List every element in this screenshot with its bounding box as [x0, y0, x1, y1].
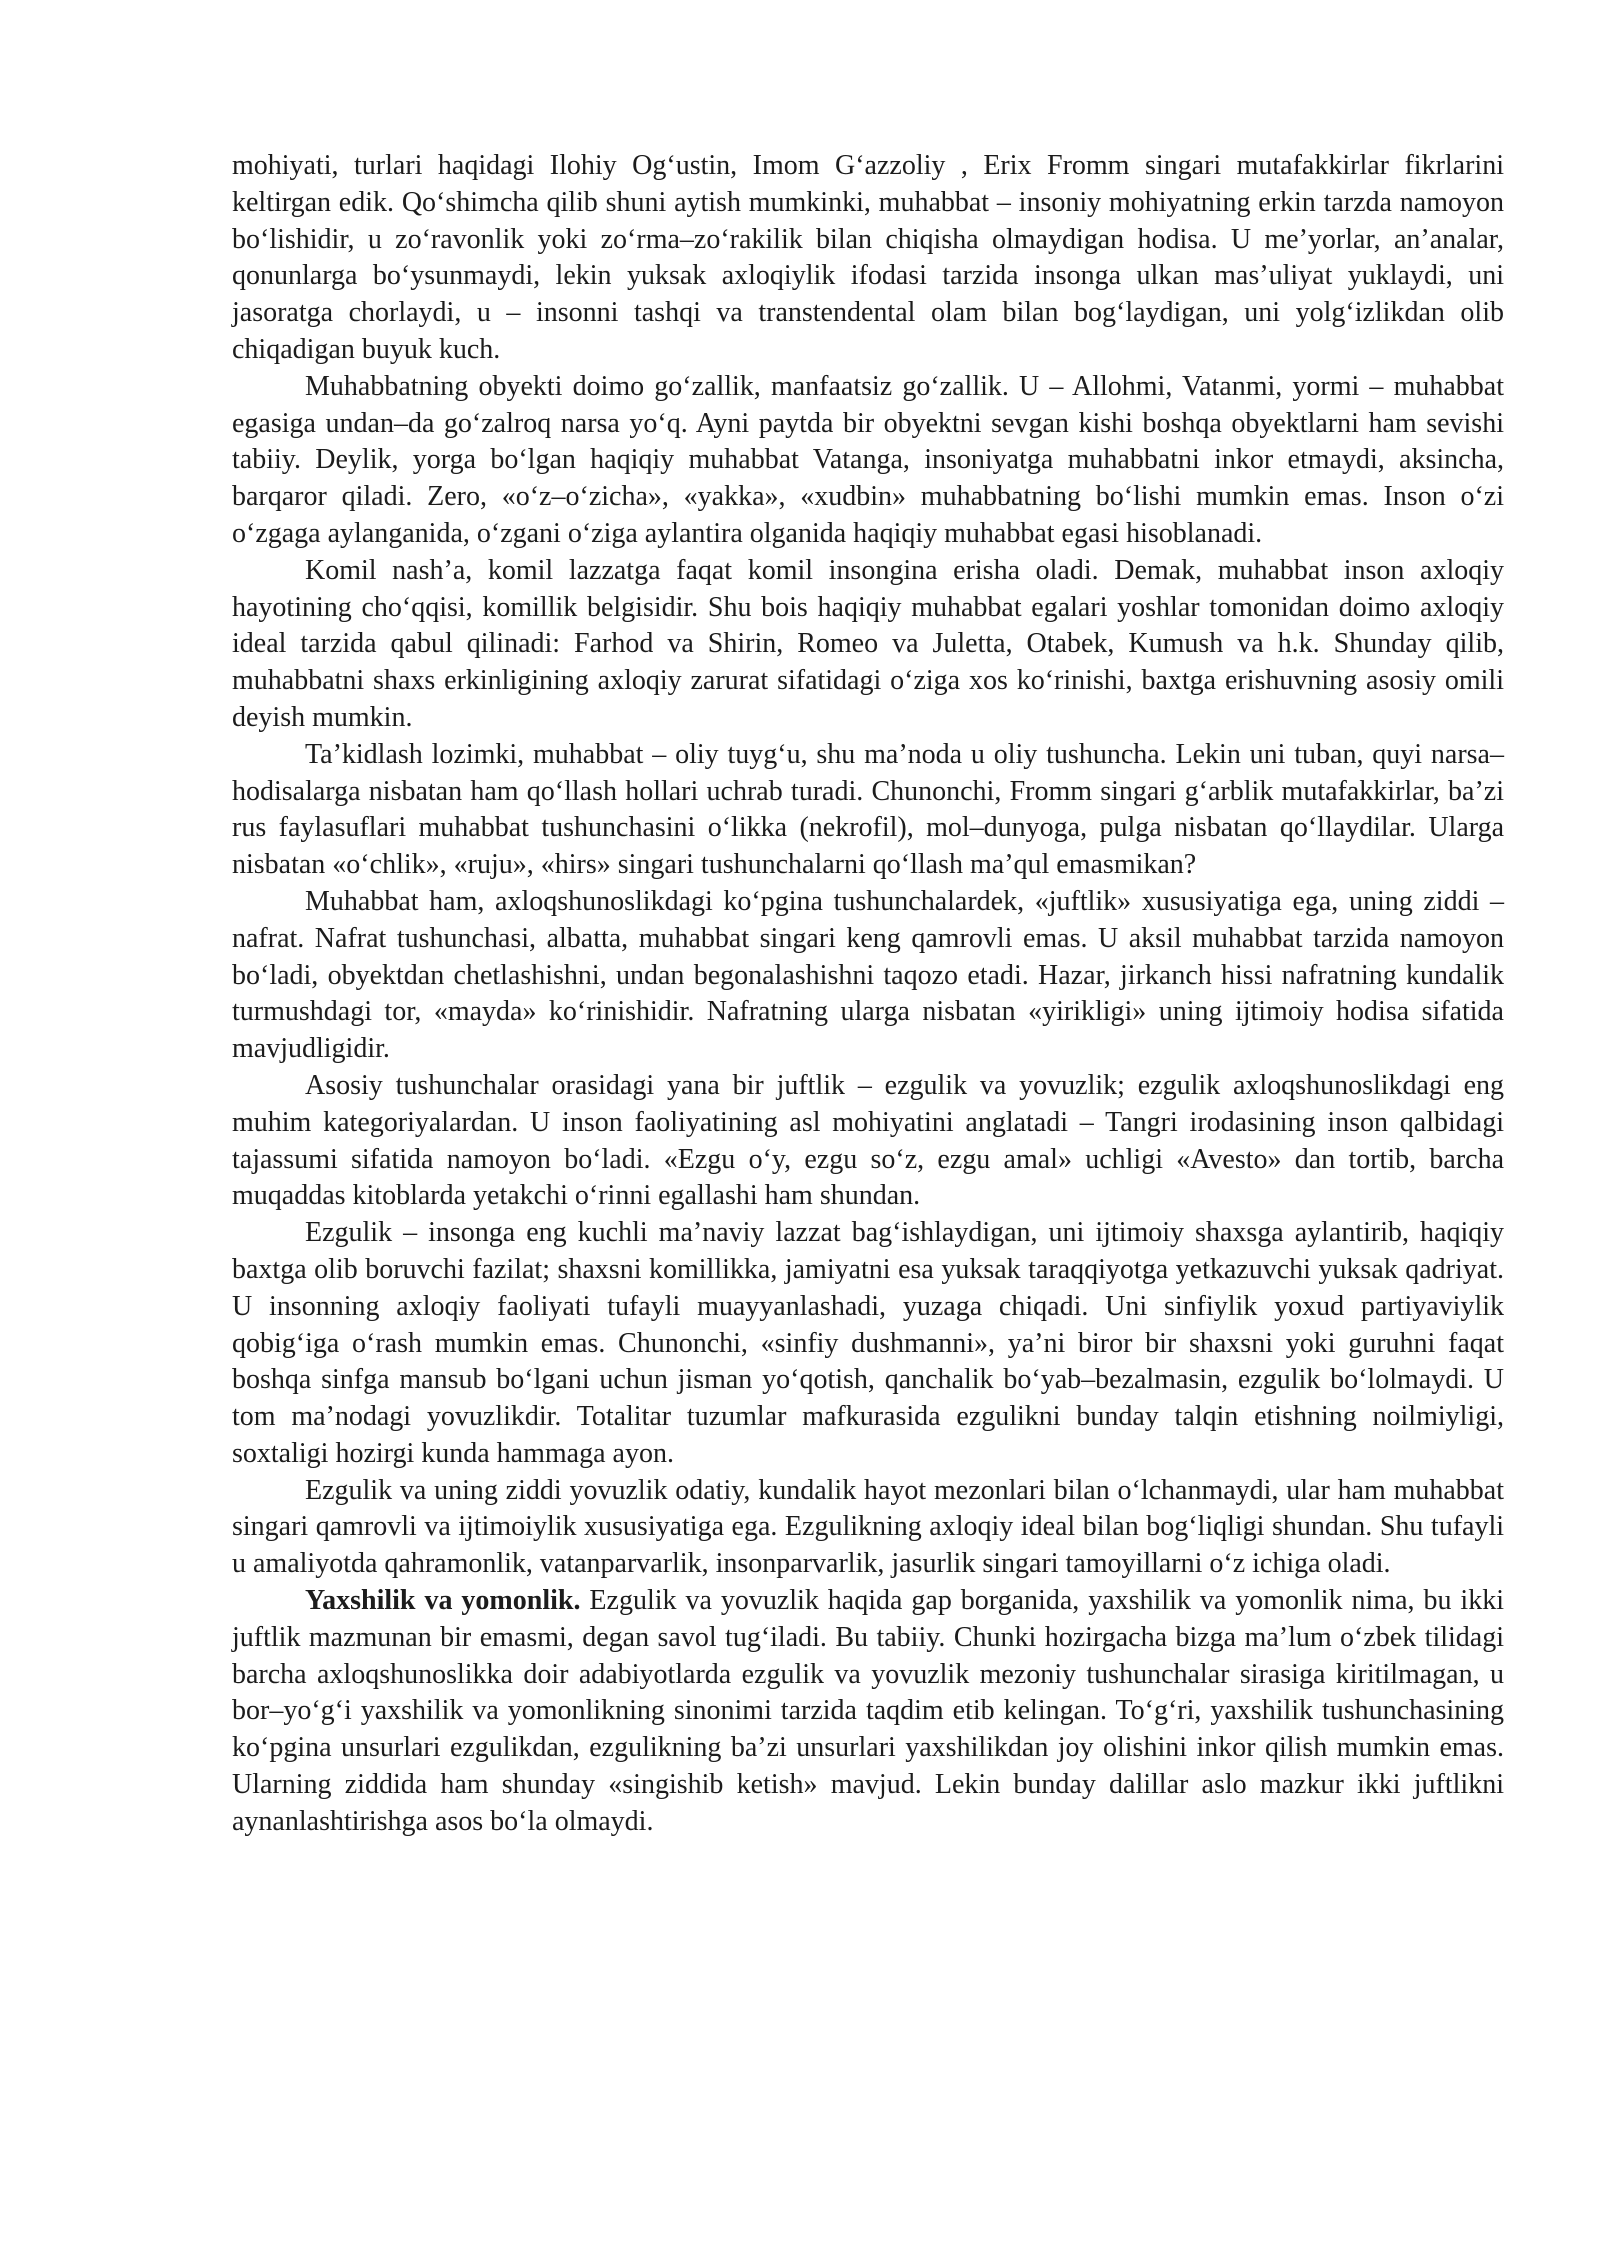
paragraph-4: Ta’kidlash lozimki, muhabbat – oliy tuyg‘u, shu ma’noda u oliy tushuncha. Lekin uni tuban, quyi narsa–hodisalarga nisbatan ham qo‘llash hollari uchrab turadi. Chunonchi, Fromm singari g‘arblik mutafakkirlar, ba’zi rus faylasuflari muhabbat tushunchasini o‘likka (nekrofil), mol–dunyoga, pulga nisbatan qo‘llaydilar. Ularga nisbatan «o‘chlik», «ruju», «hirs» singari tushunchalarni qo‘llash ma’qul emasmikan?: [232, 738, 1504, 881]
paragraph-9-text: Ezgulik va yovuzlik haqida gap borganida, yaxshilik va yomonlik nima, bu ikki juftlik mazmunan bir emasmi, degan savol tug‘iladi. Bu tabiiy. Chunki hozirgacha bizga ma’lum o‘zbek tilidagi barcha axloqshunoslikka doir adabiyotlarda ezgulik va yovuzlik mezoniy tushunchalar sirasiga kiritilmagan, u bor–yo‘g‘i yaxshilik va yomonlikning sinonimi tarzida taqdim etib kelingan. To‘g‘ri, yaxshilik tushunchasining ko‘pgina unsurlari ezgulikdan, ezgulikning ba’zi unsurlari yaxshilikdan joy olishini inkor qilish mumkin emas. Ularning ziddida ham shunday «singishib ketish» mavjud. Lekin bunday dalillar aslo mazkur ikki juftlikni aynanlashtirishga asos bo‘la olmaydi.: [232, 1585, 1504, 1837]
paragraph-1: mohiyati, turlari haqidagi Ilohiy Og‘ustin, Imom G‘azzoliy , Erix Fromm singari mutafakkirlar fikrlarini keltirgan edik. Qo‘shimcha qilib shuni aytish mumkinki, muhabbat – insoniy mohiyatning erkin tarzda namoyon bo‘lishidir, u zo‘ravonlik yoki zo‘rma–zo‘rakilik bilan chiqisha olmaydigan hodisa. U me’yorlar, an’analar, qonunlarga bo‘ysunmaydi, lekin yuksak axloqiylik ifodasi tarzida insonga ulkan mas’uliyat yuklaydi, uni jasoratga chorlaydi, u – insonni tashqi va transtendental olam bilan bog‘laydigan, uni yolg‘izlikdan olib chiqadigan buyuk kuch.: [232, 150, 1504, 365]
document-page: [232, 148, 1504, 1841]
paragraph-9: [232, 1583, 1504, 1841]
paragraph-3: Komil nash’a, komil lazzatga faqat komil insongina erisha oladi. Demak, muhabbat inson axloqiy hayotining cho‘qqisi, komillik belgisidir. Shu bois haqiqiy muhabbat egalari yoshlar tomonidan doimo axloqiy ideal tarzida qabul qilinadi: Farhod va Shirin, Romeo va Juletta, Otabek, Kumush va h.k. Shunday qilib, muhabbatni shaxs erkinligining axloqiy zarurat sifatidagi o‘ziga xos ko‘rinishi, baxtga erishuvning asosiy omili deyish mumkin.: [232, 554, 1504, 733]
paragraph-5: Muhabbat ham, axloqshunoslikdagi ko‘pgina tushunchalardek, «juftlik» xususiyatiga ega, uning ziddi – nafrat. Nafrat tushunchasi, albatta, muhabbat singari keng qamrovli emas. U aksil muhabbat tarzida namoyon bo‘ladi, obyektdan chetlashishni, undan begonalashishni taqozo etadi. Hazar, jirkanch hissi nafratning kundalik turmushdagi tor, «mayda» ko‘rinishidir. Nafratning ularga nisbatan «yirikligi» uning ijtimoiy hodisa sifatida mavjudligidir.: [232, 885, 1504, 1065]
section-heading: Yaxshilik va yomonlik.: [305, 1585, 581, 1617]
paragraph-2: Muhabbatning obyekti doimo go‘zallik, manfaatsiz go‘zallik. U – Allohmi, Vatanmi, yormi – muhabbat egasiga undan–da go‘zalroq narsa yo‘q. Ayni paytda bir obyektni sevgan kishi boshqa obyektlarni ham sevishi tabiiy. Deylik, yorga bo‘lgan haqiqiy muhabbat Vatanga, insoniyatga muhabbatni inkor etmaydi, aksincha, barqaror qiladi. Zero, «o‘z–o‘zicha», «yakka», «xudbin» muhabbatning bo‘lishi mumkin emas. Inson o‘zi o‘zgaga aylanganida, o‘zgani o‘ziga aylantira olganida haqiqiy muhabbat egasi hisoblanadi.: [232, 370, 1504, 549]
paragraph-6: Asosiy tushunchalar orasidagi yana bir juftlik – ezgulik va yovuzlik; ezgulik axloqshunoslikdagi eng muhim kategoriyalardan. U inson faoliyatining asl mohiyatini anglatadi – Tangri irodasining inson qalbidagi tajassumi sifatida namoyon bo‘ladi. «Ezgu o‘y, ezgu so‘z, ezgu amal» uchligi «Avesto» dan tortib, barcha muqaddas kitoblarda yetakchi o‘rinni egallashi ham shundan.: [232, 1069, 1504, 1212]
paragraph-7: Ezgulik – insonga eng kuchli ma’naviy lazzat bag‘ishlaydigan, uni ijtimoiy shaxsga aylantirib, haqiqiy baxtga olib boruvchi fazilat; shaxsni komillikka, jamiyatni esa yuksak taraqqiyotga yetkazuvchi yuksak qadriyat. U insonning axloqiy faoliyati tufayli muayyanlashadi, yuzaga chiqadi. Uni sinfiylik yoxud partiyaviylik qobig‘iga o‘rash mumkin emas. Chunonchi, «sinfiy dushmanni», ya’ni biror bir shaxsni yoki guruhni faqat boshqa sinfga mansub bo‘lgani uchun jisman yo‘qotish, qanchalik bo‘yab–bezalmasin, ezgulik bo‘lolmaydi. U tom ma’nodagi yovuzlikdir. Totalitar tuzumlar mafkurasida ezgulikni bunday talqin etishning noilmiyligi, soxtaligi hozirgi kunda hammaga ayon.: [232, 1217, 1504, 1469]
paragraph-8: Ezgulik va uning ziddi yovuzlik odatiy, kundalik hayot mezonlari bilan o‘lchanmaydi, ular ham muhabbat singari qamrovli va ijtimoiylik xususiyatiga ega. Ezgulikning axloqiy ideal bilan bog‘liqligi shundan. Shu tufayli u amaliyotda qahramonlik, vatanparvarlik, insonparvarlik, jasurlik singari tamoyillarni o‘z ichiga oladi.: [232, 1474, 1504, 1580]
